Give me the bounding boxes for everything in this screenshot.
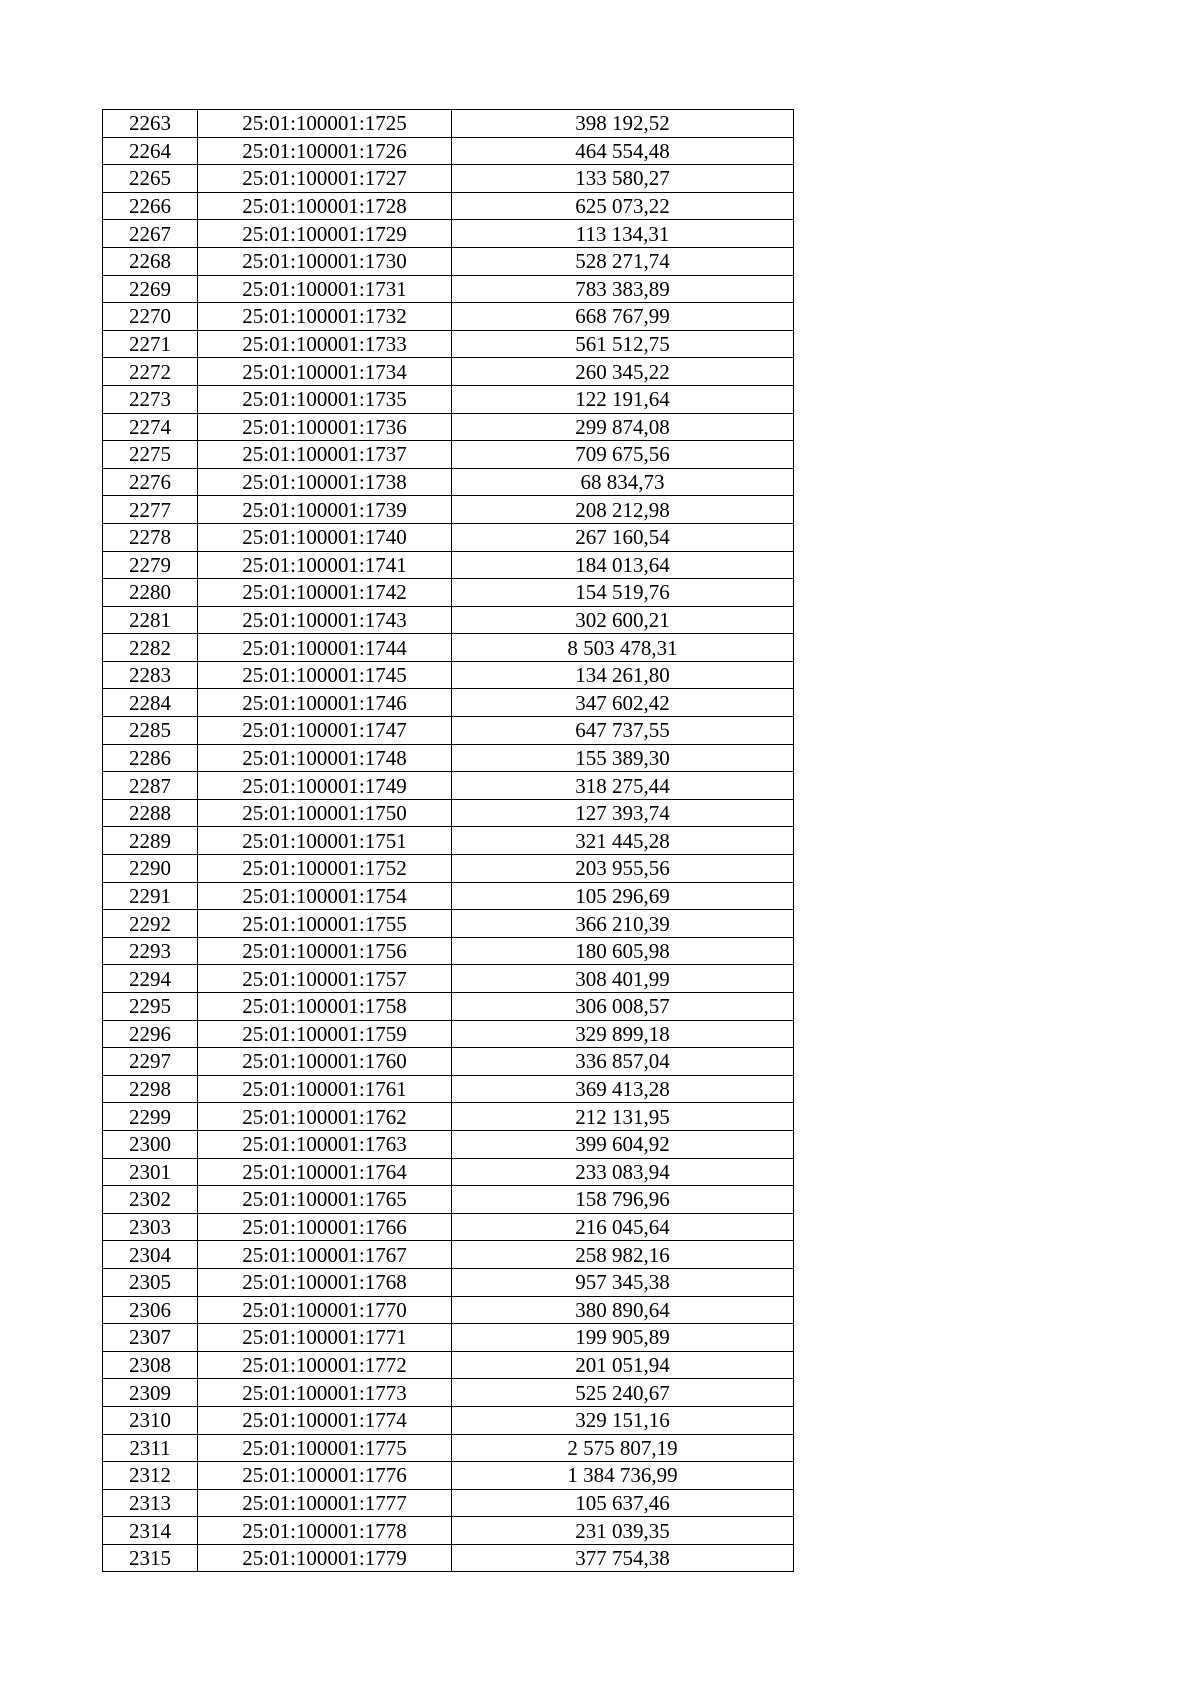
row-number-cell: 2268: [103, 247, 198, 275]
value-cell: 302 600,21: [452, 606, 794, 634]
table-row: [103, 1351, 794, 1379]
value-cell: 329 899,18: [452, 1020, 794, 1048]
value-cell: 216 045,64: [452, 1213, 794, 1241]
cadastral-number-cell: 25:01:100001:1774: [198, 1406, 452, 1434]
value-cell: 233 083,94: [452, 1158, 794, 1186]
table-row: [103, 358, 794, 386]
cadastre-value-table: [102, 109, 794, 1572]
table-row: [103, 634, 794, 662]
row-number-cell: 2289: [103, 827, 198, 855]
cadastral-number-cell: 25:01:100001:1752: [198, 855, 452, 883]
value-cell: 203 955,56: [452, 855, 794, 883]
cadastral-number-cell: 25:01:100001:1764: [198, 1158, 452, 1186]
table-row: [103, 275, 794, 303]
row-number-cell: 2270: [103, 303, 198, 331]
row-number-cell: 2292: [103, 910, 198, 938]
row-number-cell: 2271: [103, 330, 198, 358]
table-row: [103, 137, 794, 165]
cadastral-number-cell: 25:01:100001:1765: [198, 1186, 452, 1214]
value-cell: 113 134,31: [452, 220, 794, 248]
value-cell: 134 261,80: [452, 661, 794, 689]
cadastral-number-cell: 25:01:100001:1775: [198, 1434, 452, 1462]
cadastral-number-cell: 25:01:100001:1770: [198, 1296, 452, 1324]
table-row: [103, 468, 794, 496]
table-row: [103, 1158, 794, 1186]
cadastral-number-cell: 25:01:100001:1738: [198, 468, 452, 496]
cadastral-number-cell: 25:01:100001:1761: [198, 1075, 452, 1103]
value-cell: 260 345,22: [452, 358, 794, 386]
table-row: [103, 1462, 794, 1490]
row-number-cell: 2276: [103, 468, 198, 496]
cadastral-number-cell: 25:01:100001:1745: [198, 661, 452, 689]
row-number-cell: 2302: [103, 1186, 198, 1214]
row-number-cell: 2286: [103, 744, 198, 772]
row-number-cell: 2315: [103, 1544, 198, 1572]
row-number-cell: 2298: [103, 1075, 198, 1103]
value-cell: 155 389,30: [452, 744, 794, 772]
row-number-cell: 2267: [103, 220, 198, 248]
cadastral-number-cell: 25:01:100001:1758: [198, 993, 452, 1021]
row-number-cell: 2282: [103, 634, 198, 662]
table-row: [103, 1048, 794, 1076]
value-cell: 180 605,98: [452, 937, 794, 965]
value-cell: 154 519,76: [452, 579, 794, 607]
cadastral-number-cell: 25:01:100001:1742: [198, 579, 452, 607]
value-cell: 212 131,95: [452, 1103, 794, 1131]
value-cell: 201 051,94: [452, 1351, 794, 1379]
row-number-cell: 2299: [103, 1103, 198, 1131]
value-cell: 377 754,38: [452, 1544, 794, 1572]
row-number-cell: 2265: [103, 165, 198, 193]
cadastral-number-cell: 25:01:100001:1733: [198, 330, 452, 358]
table-row: [103, 1186, 794, 1214]
cadastral-number-cell: 25:01:100001:1727: [198, 165, 452, 193]
value-cell: 668 767,99: [452, 303, 794, 331]
row-number-cell: 2288: [103, 799, 198, 827]
cadastral-number-cell: 25:01:100001:1743: [198, 606, 452, 634]
cadastral-number-cell: 25:01:100001:1741: [198, 551, 452, 579]
row-number-cell: 2307: [103, 1324, 198, 1352]
cadastral-number-cell: 25:01:100001:1751: [198, 827, 452, 855]
row-number-cell: 2273: [103, 385, 198, 413]
table-row: [103, 496, 794, 524]
cadastral-number-cell: 25:01:100001:1778: [198, 1517, 452, 1545]
row-number-cell: 2297: [103, 1048, 198, 1076]
value-cell: 127 393,74: [452, 799, 794, 827]
cadastral-number-cell: 25:01:100001:1746: [198, 689, 452, 717]
cadastral-number-cell: 25:01:100001:1768: [198, 1268, 452, 1296]
table-row: [103, 1324, 794, 1352]
row-number-cell: 2275: [103, 441, 198, 469]
table-row: [103, 110, 794, 138]
table-row: [103, 882, 794, 910]
cadastral-number-cell: 25:01:100001:1760: [198, 1048, 452, 1076]
table-row: [103, 1296, 794, 1324]
cadastral-number-cell: 25:01:100001:1773: [198, 1379, 452, 1407]
row-number-cell: 2281: [103, 606, 198, 634]
value-cell: 380 890,64: [452, 1296, 794, 1324]
value-cell: 308 401,99: [452, 965, 794, 993]
value-cell: 306 008,57: [452, 993, 794, 1021]
table-row: [103, 855, 794, 883]
value-cell: 957 345,38: [452, 1268, 794, 1296]
table-row: [103, 579, 794, 607]
value-cell: 184 013,64: [452, 551, 794, 579]
value-cell: 398 192,52: [452, 110, 794, 138]
table-row: [103, 220, 794, 248]
cadastral-number-cell: 25:01:100001:1730: [198, 247, 452, 275]
row-number-cell: 2283: [103, 661, 198, 689]
row-number-cell: 2284: [103, 689, 198, 717]
table-row: [103, 1268, 794, 1296]
cadastral-number-cell: 25:01:100001:1729: [198, 220, 452, 248]
table-row: [103, 910, 794, 938]
value-cell: 347 602,42: [452, 689, 794, 717]
cadastral-number-cell: 25:01:100001:1732: [198, 303, 452, 331]
value-cell: 318 275,44: [452, 772, 794, 800]
table-row: [103, 247, 794, 275]
value-cell: 561 512,75: [452, 330, 794, 358]
table-row: [103, 937, 794, 965]
table-row: [103, 717, 794, 745]
value-cell: 267 160,54: [452, 523, 794, 551]
row-number-cell: 2295: [103, 993, 198, 1021]
table-row: [103, 744, 794, 772]
value-cell: 525 240,67: [452, 1379, 794, 1407]
value-cell: 321 445,28: [452, 827, 794, 855]
cadastral-number-cell: 25:01:100001:1754: [198, 882, 452, 910]
value-cell: 122 191,64: [452, 385, 794, 413]
row-number-cell: 2277: [103, 496, 198, 524]
row-number-cell: 2278: [103, 523, 198, 551]
row-number-cell: 2290: [103, 855, 198, 883]
row-number-cell: 2274: [103, 413, 198, 441]
cadastral-number-cell: 25:01:100001:1735: [198, 385, 452, 413]
table-row: [103, 1406, 794, 1434]
table-row: [103, 1434, 794, 1462]
table-row: [103, 1130, 794, 1158]
value-cell: 1 384 736,99: [452, 1462, 794, 1490]
cadastral-number-cell: 25:01:100001:1763: [198, 1130, 452, 1158]
row-number-cell: 2279: [103, 551, 198, 579]
table-row: [103, 1020, 794, 1048]
value-cell: 464 554,48: [452, 137, 794, 165]
table-row: [103, 330, 794, 358]
value-cell: 68 834,73: [452, 468, 794, 496]
value-cell: 133 580,27: [452, 165, 794, 193]
value-cell: 2 575 807,19: [452, 1434, 794, 1462]
row-number-cell: 2314: [103, 1517, 198, 1545]
row-number-cell: 2301: [103, 1158, 198, 1186]
value-cell: 528 271,74: [452, 247, 794, 275]
cadastral-number-cell: 25:01:100001:1750: [198, 799, 452, 827]
table-row: [103, 303, 794, 331]
value-cell: 369 413,28: [452, 1075, 794, 1103]
table-row: [103, 606, 794, 634]
row-number-cell: 2269: [103, 275, 198, 303]
cadastral-number-cell: 25:01:100001:1744: [198, 634, 452, 662]
table-row: [103, 385, 794, 413]
cadastral-number-cell: 25:01:100001:1762: [198, 1103, 452, 1131]
row-number-cell: 2264: [103, 137, 198, 165]
row-number-cell: 2296: [103, 1020, 198, 1048]
value-cell: 158 796,96: [452, 1186, 794, 1214]
cadastral-number-cell: 25:01:100001:1736: [198, 413, 452, 441]
value-cell: 199 905,89: [452, 1324, 794, 1352]
cadastral-number-cell: 25:01:100001:1777: [198, 1489, 452, 1517]
value-cell: 105 637,46: [452, 1489, 794, 1517]
table-row: [103, 192, 794, 220]
row-number-cell: 2294: [103, 965, 198, 993]
table-row: [103, 523, 794, 551]
table-row: [103, 689, 794, 717]
cadastral-number-cell: 25:01:100001:1766: [198, 1213, 452, 1241]
row-number-cell: 2305: [103, 1268, 198, 1296]
cadastral-number-cell: 25:01:100001:1748: [198, 744, 452, 772]
table-row: [103, 661, 794, 689]
row-number-cell: 2313: [103, 1489, 198, 1517]
value-cell: 329 151,16: [452, 1406, 794, 1434]
cadastral-number-cell: 25:01:100001:1749: [198, 772, 452, 800]
cadastral-number-cell: 25:01:100001:1771: [198, 1324, 452, 1352]
table-row: [103, 799, 794, 827]
table-row: [103, 165, 794, 193]
value-cell: 208 212,98: [452, 496, 794, 524]
value-cell: 399 604,92: [452, 1130, 794, 1158]
row-number-cell: 2291: [103, 882, 198, 910]
row-number-cell: 2287: [103, 772, 198, 800]
value-cell: 625 073,22: [452, 192, 794, 220]
cadastral-number-cell: 25:01:100001:1739: [198, 496, 452, 524]
cadastral-number-cell: 25:01:100001:1747: [198, 717, 452, 745]
row-number-cell: 2300: [103, 1130, 198, 1158]
row-number-cell: 2285: [103, 717, 198, 745]
cadastral-number-cell: 25:01:100001:1772: [198, 1351, 452, 1379]
cadastral-number-cell: 25:01:100001:1728: [198, 192, 452, 220]
cadastral-number-cell: 25:01:100001:1726: [198, 137, 452, 165]
cadastral-number-cell: 25:01:100001:1731: [198, 275, 452, 303]
table-body: [103, 110, 794, 1572]
cadastral-number-cell: 25:01:100001:1740: [198, 523, 452, 551]
cadastral-number-cell: 25:01:100001:1756: [198, 937, 452, 965]
row-number-cell: 2303: [103, 1213, 198, 1241]
table-row: [103, 1075, 794, 1103]
cadastral-number-cell: 25:01:100001:1767: [198, 1241, 452, 1269]
cadastral-number-cell: 25:01:100001:1759: [198, 1020, 452, 1048]
table-row: [103, 993, 794, 1021]
cadastral-number-cell: 25:01:100001:1776: [198, 1462, 452, 1490]
table-row: [103, 1379, 794, 1407]
row-number-cell: 2306: [103, 1296, 198, 1324]
table-row: [103, 551, 794, 579]
table-row: [103, 1544, 794, 1572]
cadastral-number-cell: 25:01:100001:1734: [198, 358, 452, 386]
table-row: [103, 413, 794, 441]
row-number-cell: 2311: [103, 1434, 198, 1462]
cadastral-number-cell: 25:01:100001:1757: [198, 965, 452, 993]
row-number-cell: 2312: [103, 1462, 198, 1490]
row-number-cell: 2293: [103, 937, 198, 965]
table-row: [103, 965, 794, 993]
value-cell: 783 383,89: [452, 275, 794, 303]
value-cell: 709 675,56: [452, 441, 794, 469]
value-cell: 336 857,04: [452, 1048, 794, 1076]
value-cell: 8 503 478,31: [452, 634, 794, 662]
cadastral-number-cell: 25:01:100001:1737: [198, 441, 452, 469]
value-cell: 647 737,55: [452, 717, 794, 745]
row-number-cell: 2310: [103, 1406, 198, 1434]
row-number-cell: 2272: [103, 358, 198, 386]
row-number-cell: 2308: [103, 1351, 198, 1379]
row-number-cell: 2304: [103, 1241, 198, 1269]
table-row: [103, 772, 794, 800]
value-cell: 258 982,16: [452, 1241, 794, 1269]
table-row: [103, 827, 794, 855]
table-row: [103, 1103, 794, 1131]
cadastral-number-cell: 25:01:100001:1779: [198, 1544, 452, 1572]
value-cell: 105 296,69: [452, 882, 794, 910]
table-row: [103, 1241, 794, 1269]
table-row: [103, 1213, 794, 1241]
row-number-cell: 2266: [103, 192, 198, 220]
row-number-cell: 2309: [103, 1379, 198, 1407]
row-number-cell: 2280: [103, 579, 198, 607]
table-row: [103, 1517, 794, 1545]
table-row: [103, 441, 794, 469]
value-cell: 299 874,08: [452, 413, 794, 441]
value-cell: 231 039,35: [452, 1517, 794, 1545]
cadastral-number-cell: 25:01:100001:1755: [198, 910, 452, 938]
table-row: [103, 1489, 794, 1517]
value-cell: 366 210,39: [452, 910, 794, 938]
row-number-cell: 2263: [103, 110, 198, 138]
cadastral-number-cell: 25:01:100001:1725: [198, 110, 452, 138]
